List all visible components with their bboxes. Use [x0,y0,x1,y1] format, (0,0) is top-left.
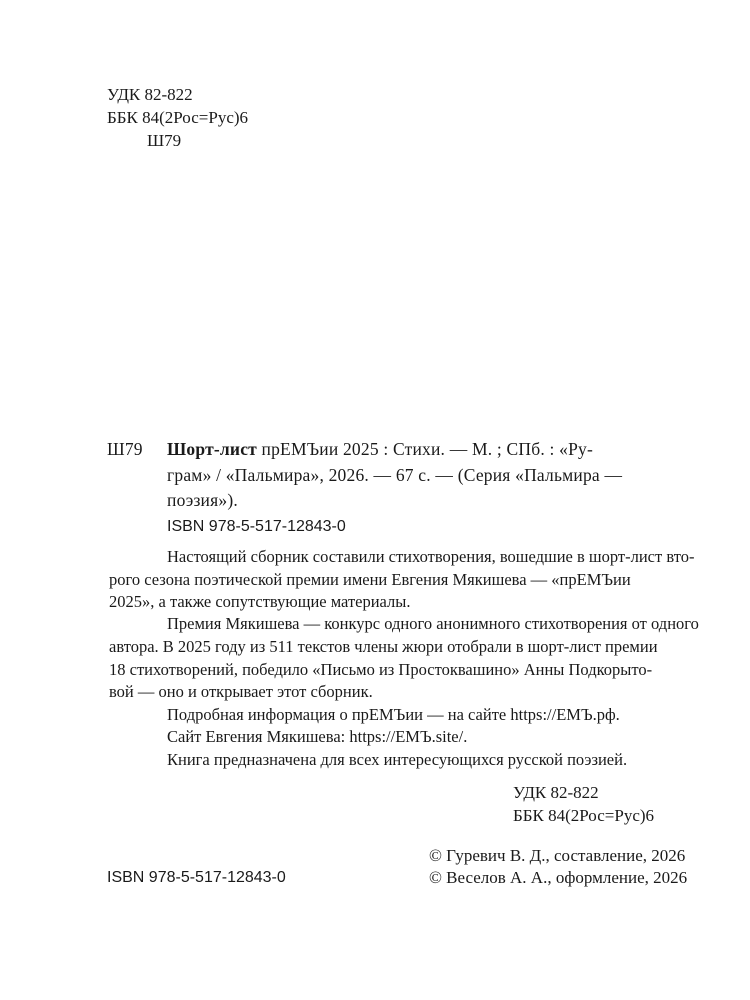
card-description-line1: прЕМЪии 2025 : Стихи. — М. ; СПб. : «Ру- [256,439,593,459]
card-title-line [167,438,593,460]
footer-isbn: ISBN 978-5-517-12843-0 [107,869,286,886]
annotation-p4: Сайт Евгения Мякишева: https://ЕМЪ.site/. [167,727,468,746]
annotation-p2-line1: Премия Мякишева — конкурс одного анонимного стихотворения от одного [167,614,699,633]
annotation-p2-line4: вой — оно и открывает этот сборник. [109,682,373,701]
card-description-line2: грам» / «Пальмира», 2026. — 67 с. — (Серия «Пальмира — [167,465,623,485]
card-description-line3: поэзия»). [167,490,238,510]
book-title: Шорт-лист [167,439,257,459]
annotation-p2-line2: автора. В 2025 году из 511 текстов члены жюри отобрали в шорт-лист премии [109,637,658,656]
annotation-p5: Книга предназначена для всех интересующихся русской поэзией. [167,750,628,769]
annotation-p1-line1: Настоящий сборник составили стихотворения, вошедшие в шорт-лист вто- [167,547,695,566]
udk-code-bottom: УДК 82-822 [513,783,599,802]
annotation-p3: Подробная информация о прЕМЪии — на сайте https://ЕМЪ.рф. [167,705,620,724]
annotation-p1-line2: рого сезона поэтической премии имени Евгения Мякишева — «прЕМЪии [109,570,631,589]
bbk-code-bottom: ББК 84(2Рос=Рус)6 [513,806,655,825]
card-isbn: ISBN 978-5-517-12843-0 [167,518,346,535]
copyright-design: © Веселов А. А., оформление, 2026 [429,868,688,887]
author-mark-top: Ш79 [147,131,182,150]
annotation-p2-line3: 18 стихотворений, победило «Письмо из Простоквашино» Анны Подкорыто- [109,660,653,679]
card-author-mark: Ш79 [107,439,143,459]
udk-code-top: УДК 82-822 [107,85,193,104]
bbk-code-top: ББК 84(2Рос=Рус)6 [107,108,249,127]
annotation-p1-line3: 2025», а также сопутствующие материалы. [109,592,411,611]
copyright-compiler: © Гуревич В. Д., составление, 2026 [429,846,686,865]
